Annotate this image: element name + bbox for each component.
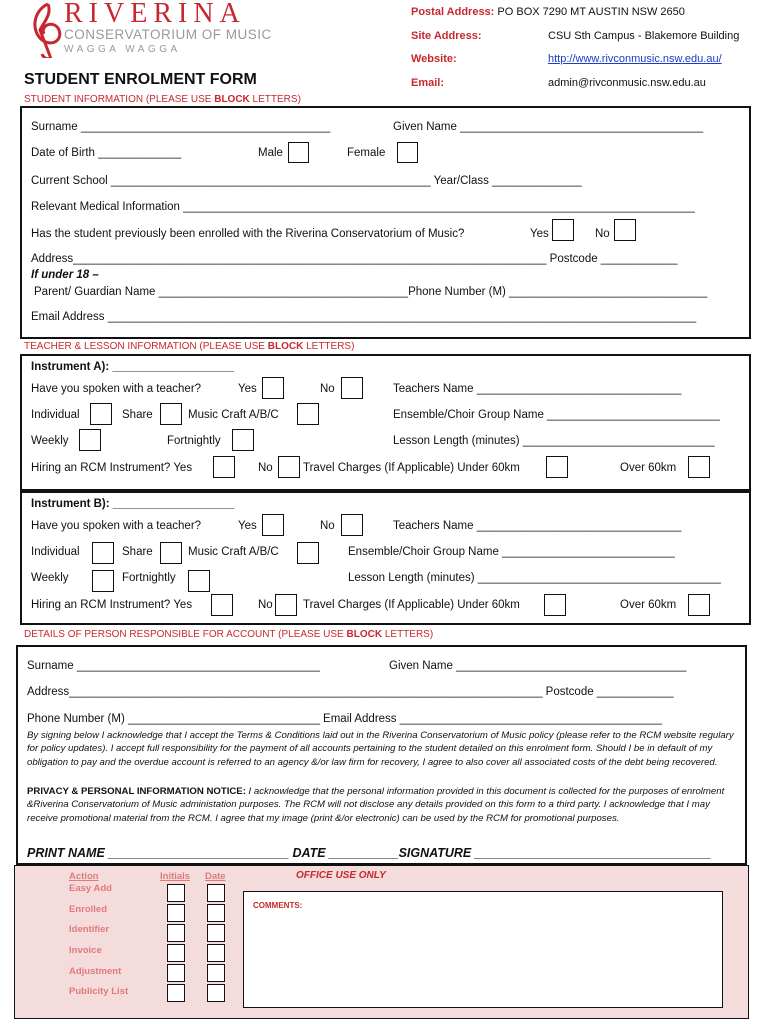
hiring-a-no-label: No — [258, 462, 273, 474]
privacy-label: PRIVACY & PERSONAL INFORMATION NOTICE: — [27, 786, 246, 797]
previously-yes-label: Yes — [530, 228, 549, 240]
fortnightly-a-checkbox[interactable] — [232, 429, 254, 451]
spoken-b-no-label: No — [320, 520, 335, 532]
email-value: admin@rivconmusic.nsw.edu.au — [548, 77, 706, 89]
student-address-field[interactable]: Address__________________________________________________________________________ Postcode ____________ — [31, 253, 678, 265]
fortnightly-b-checkbox[interactable] — [188, 570, 210, 592]
website-link[interactable]: http://www.rivconmusic.nsw.edu.au/ — [548, 53, 722, 65]
postal-address — [411, 6, 685, 18]
weekly-a-checkbox[interactable] — [79, 429, 101, 451]
initials-box-adjustment[interactable] — [167, 964, 185, 982]
lesson-length-a-field[interactable]: Lesson Length (minutes) ______________________________ — [393, 435, 715, 447]
teachers-name-a-field[interactable]: Teachers Name ________________________________ — [393, 383, 682, 395]
office-col-date: Date — [205, 871, 226, 882]
hiring-a-question: Hiring an RCM Instrument? Yes — [31, 462, 193, 474]
privacy-text: I acknowledge that the personal information provided in this document is collected for the purposes of enrolment &Riverina Conservatorium of Music administation purposes. The RCM will not disclose any details provided on this form to a third party. I acknowledge that I may receive promotional material from the RCM. I agree that my image (print &/or electronic) can be used by the RCM for promotional purposes. — [27, 786, 725, 824]
date-box-easy-add[interactable] — [207, 884, 225, 902]
initials-box-easy-add[interactable] — [167, 884, 185, 902]
male-checkbox[interactable] — [288, 142, 309, 163]
account-surname-field[interactable]: Surname ______________________________________ — [27, 660, 320, 672]
share-b-checkbox[interactable] — [160, 542, 182, 564]
email-label: Email: — [411, 77, 445, 89]
weekly-a-label: Weekly — [31, 435, 69, 447]
spoken-a-no-label: No — [320, 383, 335, 395]
hiring-b-yes-checkbox[interactable] — [211, 594, 233, 616]
initials-box-enrolled[interactable] — [167, 904, 185, 922]
dob-field[interactable]: Date of Birth _____________ — [31, 147, 182, 159]
fortnightly-a-label: Fortnightly — [167, 435, 221, 447]
share-b-label: Share — [122, 546, 153, 558]
form-title: STUDENT ENROLMENT FORM — [24, 71, 257, 88]
date-box-identifier[interactable] — [207, 924, 225, 942]
privacy-paragraph — [27, 785, 739, 825]
date-box-publicity-list[interactable] — [207, 984, 225, 1002]
office-action-identifier: Identifier — [69, 924, 110, 935]
travel-a-label: Travel Charges (If Applicable) Under 60km — [303, 462, 520, 474]
male-label: Male — [258, 147, 283, 159]
individual-a-checkbox[interactable] — [90, 403, 112, 425]
logo — [24, 0, 304, 58]
site-label: Site Address: — [411, 30, 482, 42]
travel-under-60-a-checkbox[interactable] — [546, 456, 568, 478]
ensemble-a-field[interactable]: Ensemble/Choir Group Name ___________________________ — [393, 409, 720, 421]
office-action-publicity-list: Publicity List — [69, 986, 129, 997]
initials-box-identifier[interactable] — [167, 924, 185, 942]
spoken-b-yes-checkbox[interactable] — [262, 514, 284, 536]
hiring-b-question: Hiring an RCM Instrument? Yes — [31, 599, 193, 611]
office-action-easy-add: Easy Add — [69, 883, 112, 894]
signature-line[interactable]: PRINT NAME __________________________ DATE __________SIGNATURE __________________________________ — [27, 846, 712, 860]
guardian-field[interactable]: Parent/ Guardian Name _______________________________________Phone Number (M) _______________________________ — [34, 286, 708, 298]
office-col-initials: Initials — [160, 871, 191, 882]
initials-box-publicity-list[interactable] — [167, 984, 185, 1002]
spoken-a-yes-checkbox[interactable] — [262, 377, 284, 399]
spoken-a-question: Have you spoken with a teacher? — [31, 383, 202, 395]
travel-under-60-b-checkbox[interactable] — [544, 594, 566, 616]
medical-info-field[interactable]: Relevant Medical Information ________________________________________________________________________________ — [31, 201, 695, 213]
account-phone-email-field[interactable]: Phone Number (M) ______________________________ Email Address _________________________________________ — [27, 713, 662, 725]
music-craft-a-checkbox[interactable] — [297, 403, 319, 425]
instrument-b-field[interactable]: Instrument B): ___________________ — [31, 498, 235, 510]
logo-city: WAGGA WAGGA — [64, 44, 181, 55]
hiring-b-no-checkbox[interactable] — [275, 594, 297, 616]
individual-a-label: Individual — [31, 409, 80, 421]
school-year-field[interactable]: Current School __________________________________________________ Year/Class ______________ — [31, 175, 582, 187]
website-label: Website: — [411, 53, 457, 65]
music-craft-a-label: Music Craft A/B/C — [188, 409, 279, 421]
date-box-enrolled[interactable] — [207, 904, 225, 922]
comments-label: COMMENTS: — [253, 901, 303, 910]
fortnightly-b-label: Fortnightly — [122, 572, 176, 584]
office-action-adjustment: Adjustment — [69, 966, 122, 977]
over-60-a-label: Over 60km — [620, 462, 677, 474]
hiring-a-no-checkbox[interactable] — [278, 456, 300, 478]
comments-box[interactable] — [243, 891, 723, 1008]
spoken-b-yes-label: Yes — [238, 520, 257, 532]
share-a-checkbox[interactable] — [160, 403, 182, 425]
teachers-name-b-field[interactable]: Teachers Name ________________________________ — [393, 520, 682, 532]
account-given-name-field[interactable]: Given Name ____________________________________ — [389, 660, 687, 672]
spoken-a-no-checkbox[interactable] — [341, 377, 363, 399]
instrument-a-field[interactable]: Instrument A): ___________________ — [31, 361, 234, 373]
office-action-invoice: Invoice — [69, 945, 102, 956]
student-section-heading: STUDENT INFORMATION (PLEASE USE BLOCK LETTERS) — [24, 94, 301, 105]
music-craft-b-checkbox[interactable] — [297, 542, 319, 564]
previously-yes-checkbox[interactable] — [552, 219, 574, 241]
postal-value: PO BOX 7290 MT AUSTIN NSW 2650 — [497, 6, 685, 18]
previously-no-label: No — [595, 228, 610, 240]
female-checkbox[interactable] — [397, 142, 418, 163]
previously-enrolled-question: Has the student previously been enrolled with the Riverina Conservatorium of Music? — [31, 228, 465, 240]
spoken-a-yes-label: Yes — [238, 383, 257, 395]
logo-subtitle: CONSERVATORIUM OF MUSIC — [64, 27, 272, 42]
student-given-name-field[interactable]: Given Name ______________________________________ — [393, 121, 704, 133]
student-surname-field[interactable]: Surname _______________________________________ — [31, 121, 331, 133]
travel-b-label: Travel Charges (If Applicable) Under 60km — [303, 599, 520, 611]
hiring-b-no-label: No — [258, 599, 273, 611]
office-use-title: OFFICE USE ONLY — [296, 870, 386, 881]
ensemble-b-field[interactable]: Ensemble/Choir Group Name ___________________________ — [348, 546, 675, 558]
logo-name: RIVERINA — [64, 0, 246, 29]
spoken-b-question: Have you spoken with a teacher? — [31, 520, 202, 532]
weekly-b-label: Weekly — [31, 572, 69, 584]
previously-no-checkbox[interactable] — [614, 219, 636, 241]
travel-over-60-a-checkbox[interactable] — [688, 456, 710, 478]
postal-label: Postal Address: — [411, 6, 495, 18]
date-box-invoice[interactable] — [207, 944, 225, 962]
under-18-label: If under 18 – — [31, 269, 99, 281]
lesson-length-b-field[interactable]: Lesson Length (minutes) ______________________________________ — [348, 572, 721, 584]
site-value: CSU Sth Campus - Blakemore Building — [548, 30, 740, 42]
student-frame — [20, 106, 751, 339]
date-box-adjustment[interactable] — [207, 964, 225, 982]
terms-paragraph: By signing below I acknowledge that I accept the Terms & Conditions laid out in the Riverina Conservatorium of Music policy (please refer to the RCM website regulary for policy updates). I accept full responsibility for the payment of all accounts pertaining to the student detailed on this enrolment form. Should I be in default of my obligation to pay and the overdue account is referred to an agency &/or law firm for recovery, I agree to also cover all associated costs of the debt being recovered. — [27, 730, 734, 768]
initials-box-invoice[interactable] — [167, 944, 185, 962]
office-action-enrolled: Enrolled — [69, 904, 108, 915]
individual-b-checkbox[interactable] — [92, 542, 114, 564]
music-craft-b-label: Music Craft A/B/C — [188, 546, 279, 558]
hiring-a-yes-checkbox[interactable] — [213, 456, 235, 478]
individual-b-label: Individual — [31, 546, 80, 558]
weekly-b-checkbox[interactable] — [92, 570, 114, 592]
account-address-field[interactable]: Address__________________________________________________________________________ Postcode ____________ — [27, 686, 674, 698]
share-a-label: Share — [122, 409, 153, 421]
teacher-section-heading: TEACHER & LESSON INFORMATION (PLEASE USE BLOCK LETTERS) — [24, 341, 355, 352]
office-col-action: Action — [69, 871, 99, 882]
spoken-b-no-checkbox[interactable] — [341, 514, 363, 536]
student-email-field[interactable]: Email Address ____________________________________________________________________________________________ — [31, 311, 697, 323]
over-60-b-label: Over 60km — [620, 599, 677, 611]
female-label: Female — [347, 147, 386, 159]
account-section-heading: DETAILS OF PERSON RESPONSIBLE FOR ACCOUNT (PLEASE USE BLOCK LETTERS) — [24, 629, 434, 640]
travel-over-60-b-checkbox[interactable] — [688, 594, 710, 616]
